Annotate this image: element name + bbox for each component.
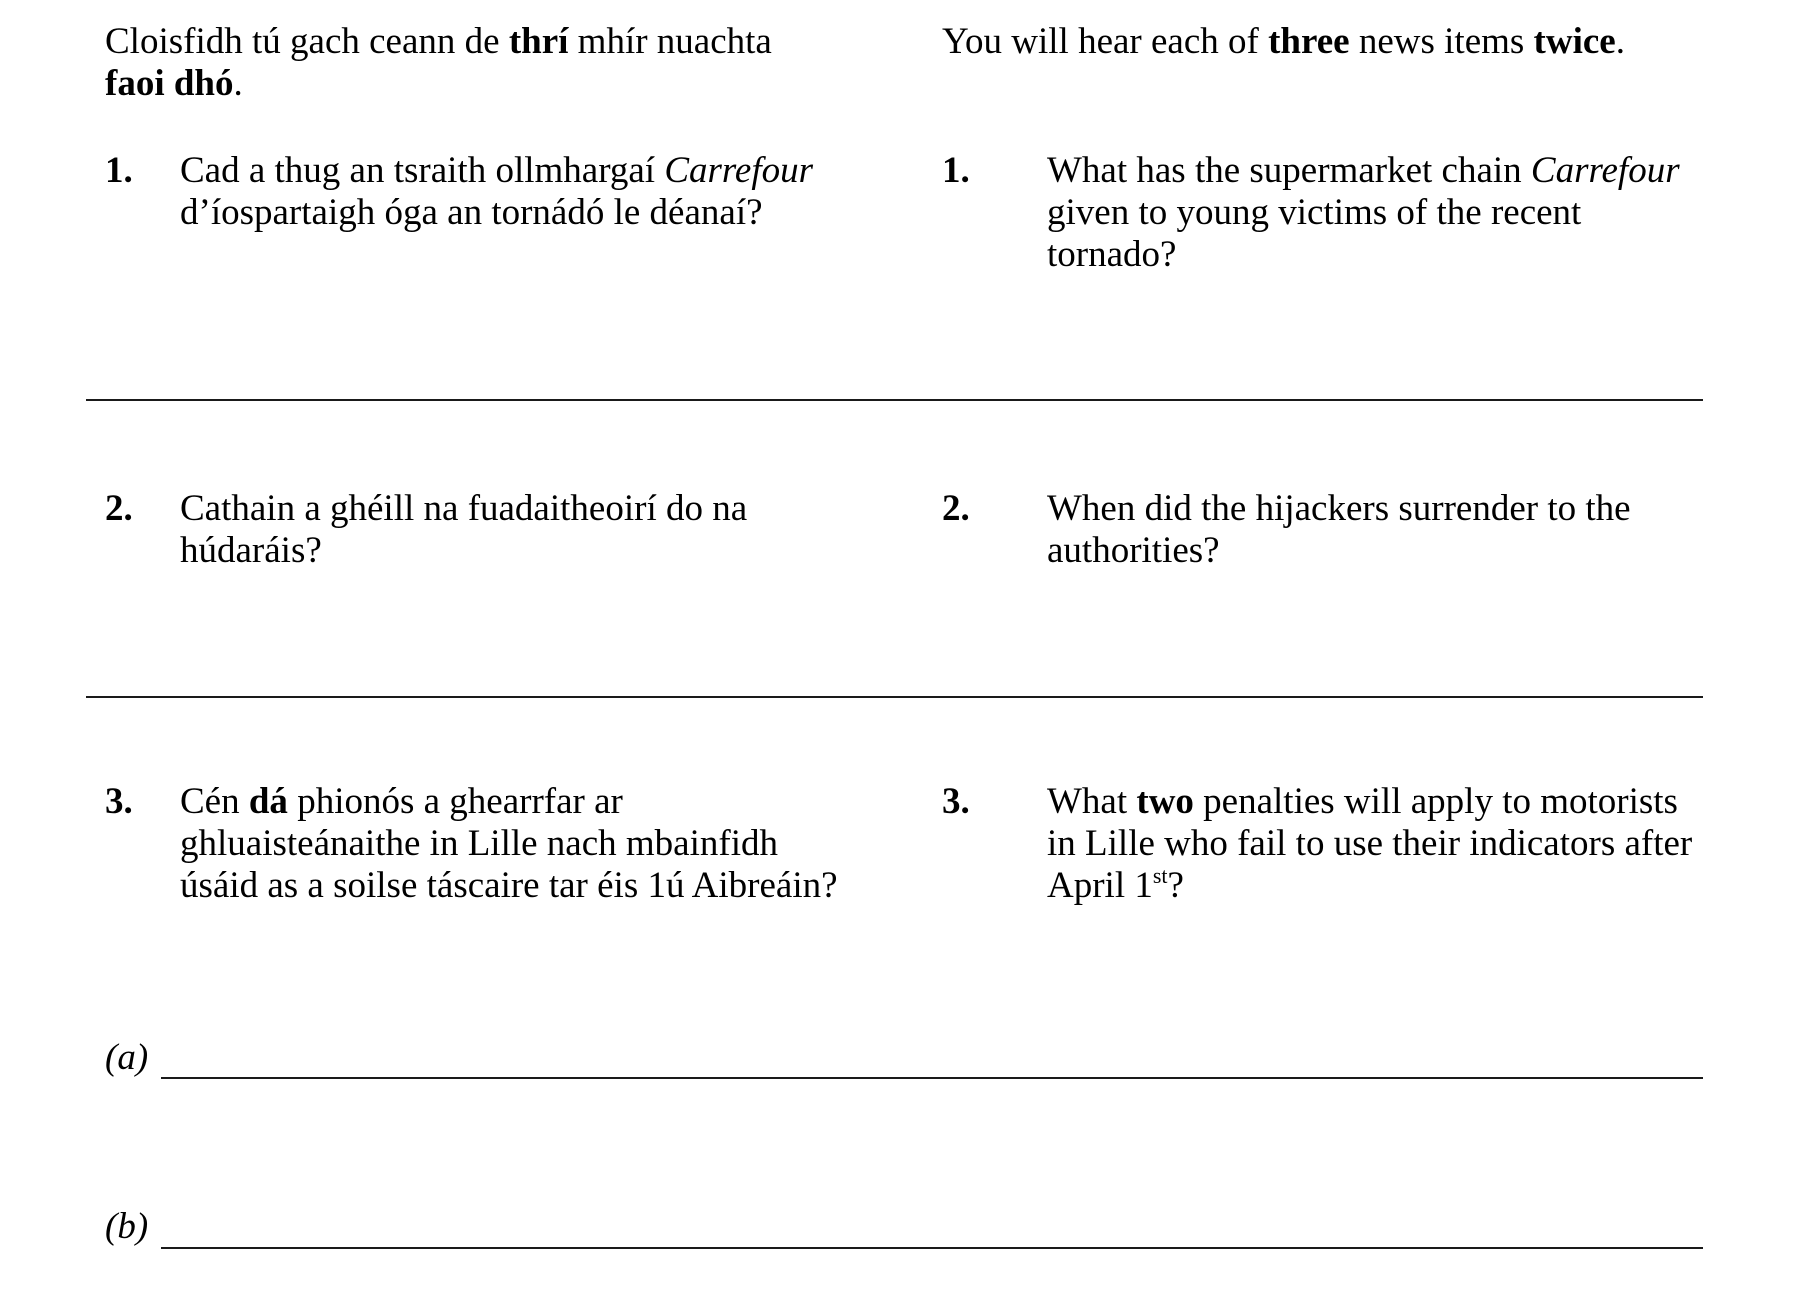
answer-label-b: (b)	[105, 1206, 149, 1247]
intro-irish	[105, 21, 825, 105]
answer-label-a: (a)	[105, 1037, 149, 1078]
question-2-english: When did the hijackers surrender to the authorities?	[1047, 488, 1631, 571]
question-1-english: What has the supermarket chain Carrefour given to young victims of the recent tornado?	[1047, 150, 1680, 275]
intro-english-text: You will hear each of three news items twice.	[942, 21, 1625, 62]
question-3-irish: Cén dá phionós a ghearrfar ar ghluaisteánaithe in Lille nach mbainfidh úsáid as a soilse táscaire tar éis 1ú Aibreáin?	[180, 781, 838, 906]
intro-english	[942, 21, 1722, 63]
question-1-number-english: 1.	[942, 150, 970, 191]
question-2-irish: Cathain a ghéill na fuadaitheoirí do na húdaráis?	[180, 488, 748, 571]
question-1-number-irish: 1.	[105, 150, 133, 191]
question-1-irish: Cad a thug an tsraith ollmhargaí Carrefour d’íospartaigh óga an tornádó le déanaí?	[180, 150, 814, 233]
answer-line-question-2[interactable]	[86, 696, 1703, 698]
question-3-number-irish: 3.	[105, 781, 133, 822]
question-3-number-english: 3.	[942, 781, 970, 822]
answer-line-question-3a[interactable]	[161, 1077, 1703, 1079]
question-2-number-irish: 2.	[105, 488, 133, 529]
question-3-english: What two penalties will apply to motorists in Lille who fail to use their indicators after April 1st?	[1047, 781, 1693, 906]
intro-irish-text: Cloisfidh tú gach ceann de thrí mhír nuachta faoi dhó.	[105, 21, 772, 104]
answer-line-question-3b[interactable]	[161, 1247, 1703, 1249]
answer-line-question-1[interactable]	[86, 399, 1703, 401]
question-2-number-english: 2.	[942, 488, 970, 529]
